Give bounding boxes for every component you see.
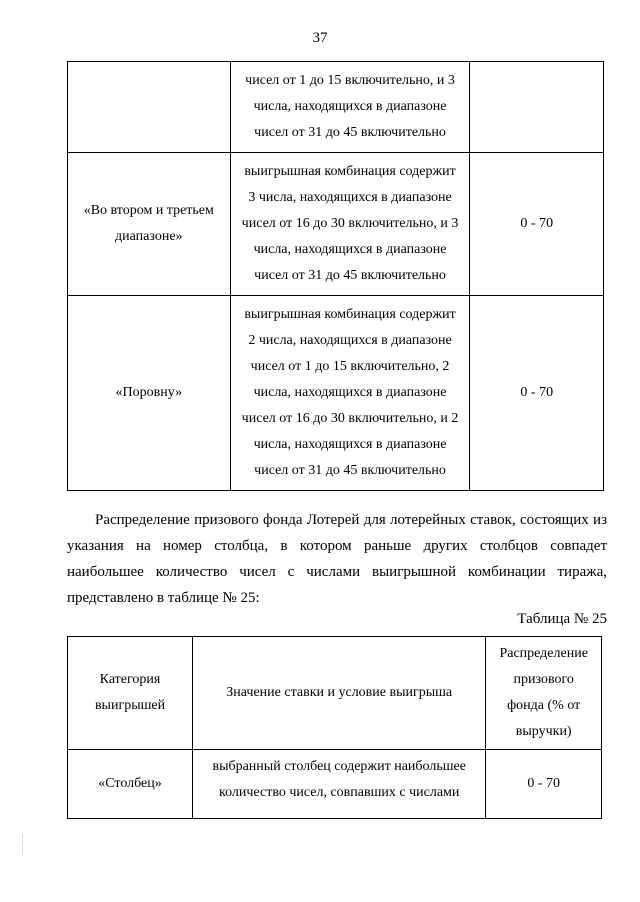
category-line: диапазоне»	[115, 229, 183, 244]
condition-line: чисел от 16 до 30 включительно, и 2	[241, 411, 459, 426]
condition-line: чисел от 31 до 45 включительно	[254, 268, 446, 283]
condition-cell	[230, 62, 470, 153]
condition-line: чисел от 31 до 45 включительно	[254, 125, 446, 140]
condition-line: 3 числа, находящихся в диапазоне	[248, 190, 452, 205]
scan-artifact	[22, 835, 25, 855]
distribution-cell: 0 - 70	[470, 153, 604, 296]
header-line: фонда (% от	[507, 698, 581, 713]
category-line: «Во втором и третьем	[83, 203, 214, 218]
table-header-row	[68, 637, 602, 750]
page-number: 37	[312, 30, 328, 46]
table-row	[68, 153, 604, 296]
table-row	[68, 296, 604, 491]
condition-line: количество чисел, совпавших с числами	[219, 785, 460, 800]
condition-line: числа, находящихся в диапазоне	[253, 385, 447, 400]
condition-line: чисел от 1 до 15 включительно, и 3	[245, 73, 455, 88]
distribution-cell: 0 - 70	[470, 296, 604, 491]
header-line: призового	[513, 672, 574, 687]
condition-line: числа, находящихся в диапазоне	[253, 99, 447, 114]
condition-cell	[193, 750, 486, 819]
condition-line: чисел от 16 до 30 включительно, и 3	[241, 216, 459, 231]
header-distribution	[486, 637, 602, 750]
condition-cell	[230, 153, 470, 296]
condition-line: выигрышная комбинация содержит	[244, 164, 456, 179]
header-category	[68, 637, 193, 750]
condition-line: выбранный столбец содержит наибольшее	[212, 759, 466, 774]
header-line: Распределение	[499, 646, 588, 661]
condition-line: чисел от 31 до 45 включительно	[254, 463, 446, 478]
table-row	[68, 750, 602, 819]
header-condition	[193, 637, 486, 750]
condition-line: 2 числа, находящихся в диапазоне	[248, 333, 452, 348]
table-row	[68, 62, 604, 153]
body-paragraph: Распределение призового фонда Лотерей для лотерейных ставок, состоящих из указания на номер столбца, в котором раньше других столбцов совпадет наибольшее количество чисел с числами выигрышной комбинации тиража, представлено в таблице № 25:	[67, 512, 607, 606]
condition-line: числа, находящихся в диапазоне	[253, 437, 447, 452]
category-cell	[68, 750, 193, 819]
condition-line: чисел от 1 до 15 включительно, 2	[250, 359, 450, 374]
prize-distribution-table-continued	[67, 61, 604, 491]
category-line: «Столбец»	[98, 776, 162, 791]
header-line: выручки)	[515, 724, 572, 739]
category-cell	[68, 62, 231, 153]
category-cell	[68, 296, 231, 491]
table-caption: Таблица № 25	[517, 611, 607, 627]
table-25	[67, 636, 602, 819]
header-line: Значение ставки и условие выигрыша	[226, 685, 453, 700]
condition-cell	[230, 296, 470, 491]
category-cell	[68, 153, 231, 296]
distribution-cell	[470, 62, 604, 153]
distribution-cell: 0 - 70	[486, 750, 602, 819]
condition-line: выигрышная комбинация содержит	[244, 307, 456, 322]
condition-line: числа, находящихся в диапазоне	[253, 242, 447, 257]
header-line: Категория	[99, 672, 161, 687]
header-line: выигрышей	[94, 698, 166, 713]
category-line: «Поровну»	[115, 385, 183, 400]
